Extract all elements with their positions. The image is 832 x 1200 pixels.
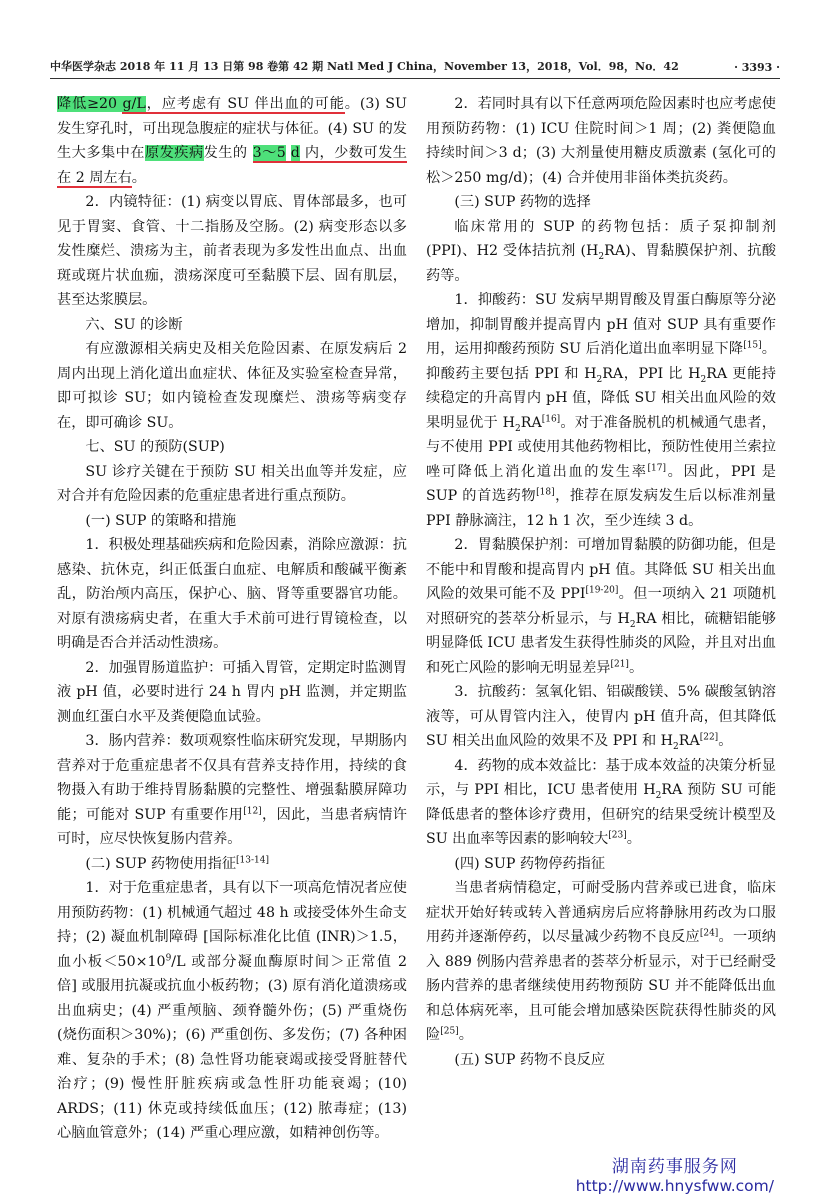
subsection-heading-adverse-reactions: (五) SUP 药物不良反应 <box>454 1051 606 1068</box>
paragraph-endoscopy: 2．内镜特征：(1) 病变以胃底、胃体部最多，也可见于胃窦、食管、十二指肠及空肠。(2) 病变形态以多发性糜烂、溃疡为主，前者表现为多发性出血点、出血斑或斑片状血痂，溃疡深度可至黏膜下层、固有肌层，甚至达浆膜层。 <box>57 194 407 308</box>
highlight: 原发疾病 <box>144 145 204 161</box>
right-column <box>426 92 776 1072</box>
subsection-heading-strategy: (一) SUP 的策略和措施 <box>85 512 237 529</box>
paragraph-drug-list: 临床常用的 SUP 的药物包括：质子泵抑制剂 (PPI)、H2 受体拮抗剂 $(H_2RA)$、胃黏膜保护剂、抗酸药等。 <box>426 218 777 284</box>
paragraph-mucosal-protectants: 2．胃黏膜保护剂：可增加胃黏膜的防御功能，但是不能中和胃酸和提高胃内 pH 值。其降低 SU 相关出血风险的效果可能不及 PPI[19-20]。但一项纳入 21 项随机对照研究的荟萃分析显示，与 $H_2RA$ 相比，硫糖铝能够明显降低 ICU 患者发生获得性肺炎的风险，并且对出血和死亡风险的影响无明显差异[21]。 <box>426 537 776 676</box>
reference-mark: [13-14] <box>236 854 269 865</box>
reference-mark: [16] <box>541 413 561 424</box>
paragraph-strategy-3: 3．肠内营养：数项观察性临床研究发现，早期肠内营养对于危重症患者不仅具有营养支持作用，持续的食物摄入有助于维持胃肠黏膜的完整性、增强黏膜屏障功能；可能对 SUP 有重要作用[12]，因此，当患者病情许可时，应尽快恢复肠内营养。 <box>57 733 407 847</box>
journal-citation: 中华医学杂志 2018 年 11 月 13 日第 98 卷第 42 期 Natl Med J China，November 13，2018，Vol．98，No．42 <box>50 60 679 73</box>
paragraph-strategy-1: 1．积极处理基础疾病和危险因素，消除应激源：抗感染、抗休克，纠正低蛋白血症、电解质和酸碱平衡紊乱，防治颅内高压，保护心、脑、肾等重要器官功能。对原有溃疡病史者，在重大手术前可进行胃镜检查，以明确是否合并活动性溃疡。 <box>57 537 407 651</box>
reference-mark: [21] <box>610 658 629 669</box>
section-heading-diagnosis: 六、SU 的诊断 <box>85 316 183 333</box>
reference-mark: [12] <box>243 805 262 816</box>
running-header <box>50 58 780 74</box>
header-rule <box>50 78 780 79</box>
reference-mark: [15] <box>743 340 762 351</box>
paragraph-acid-suppressants: 1．抑酸药：SU 发病早期胃酸及胃蛋白酶原等分泌增加，抑制胃酸并提高胃内 pH 值对 SUP 具有重要作用，运用抑酸药预防 SU 后消化道出血率明显下降[15]。抑酸药主要包括 PPI 和 $H_2RA$，PPI 比 $H_2RA$ 更能持续稳定的升高胃内 pH 值，降低 SU 相关出血风险的效果明显优于 $H_2RA[16]$。对于准备脱机的机械通气患者，与不使用 PPI 或使用其他药物相比，预防性使用兰索拉唑可降低上消化道出血的发生率[17]。因此，PPI 是 SUP 的首选药物[18]，推荐在原发病发生后以标准剂量 PPI 静脉滴注，12 h 1 次，至少连续 3 d。 <box>426 292 776 529</box>
paragraph-indications-2: 2．若同时具有以下任意两项危险因素时也应考虑使用预防药物：(1) ICU 住院时间＞1 周；(2) 粪便隐血持续时间＞3 d；(3) 大剂量使用糖皮质激素 (氢化可的松＞250 mg/d)；(4) 合并使用非甾体类抗炎药。 <box>426 96 776 186</box>
watermark-site-name: 湖南药事服务网 <box>611 1157 738 1177</box>
subsection-heading-discontinuation: (四) SUP 药物停药指征 <box>454 855 606 872</box>
underline: ，应考虑有 SU 伴出血的可能 <box>145 96 345 112</box>
highlight-underline: d <box>290 145 300 161</box>
left-column <box>57 92 407 1146</box>
paragraph-cost-effectiveness: 4．药物的成本效益比：基于成本效益的决策分析显示，与 PPI 相比，ICU 患者使用 $H_2RA$ 预防 SU 可能降低患者的整体诊疗费用，但研究的结果受统计模型及 SU 出血率等因素的影响较大[23]。 <box>426 757 777 847</box>
reference-mark: [22] <box>699 732 719 743</box>
highlight: 降低≥20 <box>57 96 123 112</box>
subsection-heading-drug-choice: (三) SUP 药物的选择 <box>454 194 591 210</box>
underline: 内，少数可发生在 2 周左右 <box>57 145 407 186</box>
paragraph-antacids: 3．抗酸药：氢氧化铝、铝碳酸镁、5% 碳酸氢钠溶液等，可从胃管内注入，使胃内 pH 值升高，但其降低 SU 相关出血风险的效果不及 PPI 和 $H_2RA[22]$。 <box>426 684 776 752</box>
section-heading-prevention: 七、SU 的预防(SUP) <box>85 439 225 455</box>
paragraph-indications-1: 1．对于危重症患者，具有以下一项高危情况者应使用预防药物：(1) 机械通气超过 48 h 或接受体外生命支持；(2) 凝血机制障碍 [国际标准化比值 (INR)＞1.5，血小板$<50\times 10^9/L$ 或部分凝血酶原时间＞正常值 2 倍] 或服用抗凝或抗血小板药物；(3) 原有消化道溃疡或出血病史；(4) 严重颅脑、颈脊髓外伤；(5) 严重烧伤 (烧伤面积＞30%)；(6) 严重创伤、多发伤；(7) 各种困难、复杂的手术；(8) 急性肾功能衰竭或接受肾脏替代治疗；(9) 慢性肝脏疾病或急性肝功能衰竭；(10) ARDS；(11) 休克或持续低血压；(12) 脓毒症；(13) 心脑血管意外；(14) 严重心理应激，如精神创伤等。 <box>57 880 408 1141</box>
paragraph-discontinuation: 当患者病情稳定，可耐受肠内营养或已进食，临床症状开始好转或转入普通病房后应将静脉用药改为口服用药并逐渐停药，以尽量减少药物不良反应[24]。一项纳入 889 例肠内营养患者的荟萃分析显示，对于已经耐受肠内营养的患者继续使用药物预防 SU 并不能降低出血和总体病死率，且可能会增加感染医院获得性肺炎的风险[25]。 <box>426 880 776 1043</box>
reference-mark: [23] <box>608 830 627 841</box>
paragraph-strategy-2: 2．加强胃肠道监护：可插入胃管，定期定时监测胃液 pH 值，必要时进行 24 h 胃内 pH 监测，并定期监测血红蛋白水平及粪便隐血试验。 <box>57 659 407 725</box>
watermark <box>576 1152 774 1195</box>
reference-mark: [17] <box>647 462 667 473</box>
paragraph-diagnosis: 有应激源相关病史及相关危险因素、在原发病后 2 周内出现上消化道出血症状、体征及实验室检查异常，即可拟诊 SU；如内镜检查发现糜烂、溃疡等病变存在，即可确诊 SU。 <box>57 341 407 431</box>
subsection-heading-indications: (二) SUP 药物使用指征[13-14] <box>85 854 269 872</box>
reference-mark: [24] <box>699 928 719 939</box>
reference-mark: [19-20] <box>585 585 619 596</box>
paragraph-prevention-key: SU 诊疗关键在于预防 SU 相关出血等并发症，应对合并有危险因素的危重症患者进行重点预防。 <box>57 463 407 504</box>
page-number: · 3393 · <box>734 61 780 74</box>
reference-mark: [25] <box>440 1026 459 1037</box>
watermark-url[interactable]: http://www.hnysfww.com/ <box>575 1177 774 1195</box>
highlight-underline: 3～5 <box>252 145 286 161</box>
paragraph-su-bleeding: 降低≥20 g/L，应考虑有 SU 伴出血的可能。(3) SU 发生穿孔时，可出现急腹症的症状与体征。(4) SU 的发生大多集中在原发疾病发生的 3～5 d 内，少数可发生在 2 周左右。 <box>57 96 407 186</box>
reference-mark: [18] <box>536 487 555 498</box>
highlight-underline: g/L <box>122 96 146 112</box>
